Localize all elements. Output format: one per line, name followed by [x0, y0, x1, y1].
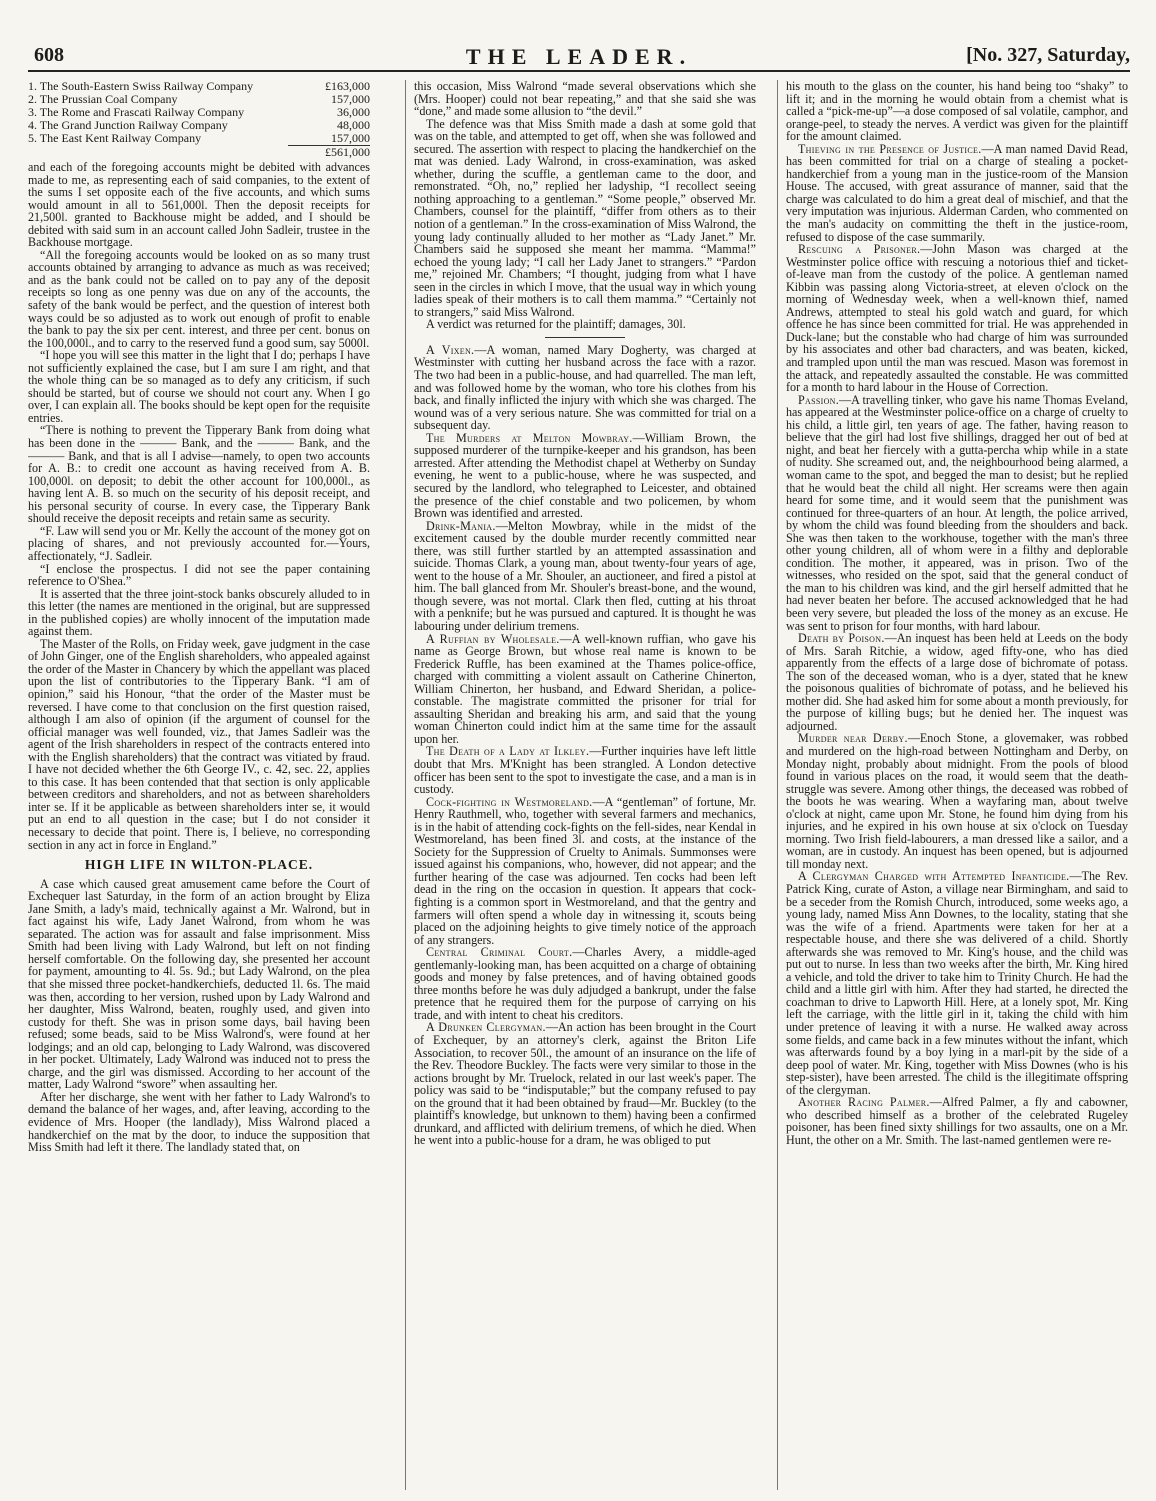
article-murders: The Murders at Melton Mowbray.—William Brown, the supposed murderer of the turnpike-keeper and his grandson, has been arrested. After attending the Methodist chapel at Wetherby on Sunday evening, he went to a public-house, where he was suspected, and secured by the landlord, who telegraphed to Leicester, and obtained the presence of the chief constable and two policemen, by whom Brown was identified and arrested.: [414, 430, 756, 521]
paragraph: A verdict was returned for the plaintiff; damages, 30l.: [426, 317, 686, 332]
article-poison: Death by Poison.—An inquest has been held at Leeds on the body of Mrs. Sarah Ritchie, a widow, aged fifty-one, who has died apparently from the effects of a large dose of bichromate of potass. The son of the deceased woman, who is a dyer, stated that he knew the poisonous qualities of bichromate of potass, and he believed his mother did. She had asked him for some about a month previously, for the purpose of killing bugs; but he denied her. The inquest was adjourned.: [786, 631, 1128, 733]
divider: [545, 337, 625, 338]
article-racing-palmer: Another Racing Palmer.—Alfred Palmer, a fly and cabowner, who described himself as a brother of the celebrated Rugeley poisoner, has been fined sixty shillings for two assaults, one on a Mr. Hunt, the other on a Mr. Smith. The last-named gentlemen were re-: [786, 1095, 1128, 1147]
paragraph: “There is nothing to prevent the Tipperary Bank from doing what has been done in the ——— Bank, and the ——— Bank, and the ——— Bank, and that is all I advise—namely, to open two accounts for A. B.: to credit one account as having received from A. B. 100,000l. on deposit; to debit the other account for 100,000l., as having lent A. B. so much on the security of his deposit receipt, and his personal security of course. In every case, the Tipperary Bank should receive the deposit receipts and retain same as security.: [28, 423, 370, 526]
paragraph: It is asserted that the three joint-stock banks obscurely alluded to in this letter (the names are mentioned in the original, but are suppressed in the published copies) are wholly innocent of the imputation made against them.: [28, 586, 370, 639]
table-row: 4. The Grand Junction Railway Company 48,000: [28, 118, 370, 132]
article-infanticide: A Clergyman Charged with Attempted Infanticide.—The Rev. Patrick King, curate of Aston, a village near Birmingham, and said to be a seceder from the Romish Church, introduced, some weeks ago, a young lady, named Miss Ann Downes, to the locality, stating that she was the wife of a friend. Apartments were taken for her at a respectable house, and there she was delivered of a child. Shortly afterwards she was removed to Mr. King's house, and the child was put out to nurse. In less than two weeks after the birth, Mr. King hired a vehicle, and told the driver to take him to Trinity Church. He had the child and a little girl with him. After they had started, he directed the coachman to drive to Lapworth Hill. Here, at a lonely spot, Mr. King left the carriage, with the little girl in it, taking the child with him under pretence of leaving it with a nurse. He walked away across some fields, and came back in a few minutes without the infant, which was afterwards found by a boy lying in a marl-pit by the side of a deep pool of water. Mr. King, together with Miss Downes (who is his step-sister), have been arrested. The child is the illegitimate offspring of the clergyman.: [786, 869, 1128, 1097]
article-passion: Passion.—A travelling tinker, who gave his name Thomas Eveland, has appeared at the Westminster police-office on a charge of cruelty to his child, a little girl, ten years of age. The father, having reason to believe that the girl had lost five shillings, dragged her out of bed at night, and beat her fiercely with a gutta-percha whip while in a state of nudity. She screamed out, and, the neighbourhood being alarmed, a woman came to the spot, and begged the man to desist; but he replied that he would beat the child all night. Her screams were then again heard for some time, and it would seem that the punishment was continued for three-quarters of an hour. At length, the police arrived, by whom the child was found bleeding from the shoulders and back. She was then taken to the workhouse, together with the man's three other young children, all of whom were in a filthy and deplorable condition. The mother, it appeared, was in prison. Two of the witnesses, who resided on the spot, said that the general conduct of the man to his children was kind, and the girl herself admitted that he had never beaten her before. The accused acknowledged that he had been very severe, but pleaded the loss of the money as an excuse. He was sent to prison for four months, with hard labour.: [786, 392, 1128, 633]
table-row: 2. The Prussian Coal Company 157,000: [28, 92, 370, 106]
article-ilkley: The Death of a Lady at Ilkley.—Further inquiries have left little doubt that Mrs. M'Knight has been strangled. A London detective officer has been sent to the spot to investigate the case, and a man is in custody.: [414, 744, 756, 797]
paragraph: A case which caused great amusement came before the Court of Exchequer last Saturday, in the form of an action brought by Eliza Jane Smith, a lady's maid, technically against a Mr. Walrond, but in fact against his wife, Lady Janet Walrond, from whom he was separated. The action was for assault and false imprisonment. Miss Smith had been living with Lady Walrond, but left on not finding herself comfortable. On the following day, she presented her account for payment, amounting to 4l. 5s. 9d.; but Lady Walrond, on the plea that she missed three pocket-handkerchiefs, deducted 1l. 6s. The maid was then, according to her version, rushed upon by Lady Walrond and her daughter, Miss Walrond, beaten, roughly used, and given into custody for theft. She was in prison some days, bail having been refused; some beads, said to be Miss Walrond's, were found at her lodgings; and an old cap, belonging to Lady Walrond, was discovered in her pocket. Ultimately, Lady Walrond was induced not to press the charge, and the girl was dismissed. According to her account of the matter, Lady Walrond “swore” when assaulting her.: [28, 876, 370, 1092]
paragraph: “I enclose the prospectus. I did not see the paper containing reference to O'Shea.”: [28, 561, 370, 589]
column-rule: [405, 80, 406, 1490]
article-derby: Murder near Derby.—Enoch Stone, a glovemaker, was robbed and murdered on the high-road between Nottingham and Derby, on Monday night, probably about midnight. From the pools of blood found in various places on the road, it would seem that the death-struggle was severe. Among other things, the deceased was robbed of the boots he was wearing. When a wayfaring man, about twelve o'clock at night, came upon Mr. Stone, he found him dying from his injuries, and he expired in his own house at six o'clock on Tuesday morning. Two Irish field-labourers, a man dressed like a sailor, and a woman, are in custody. An inquest has been opened, but is adjourned till monday next.: [786, 731, 1128, 871]
paragraph: and each of the foregoing accounts might be debited with advances made to me, as representing each of said companies, to the extent of the sums I set opposite each of the five accounts, and which sums would amount in all to 561,000l. Then the deposit receipts for 21,500l. granted to Backhouse might be added, and I should be debited with said sum in an account called John Sadleir, trustee in the Backhouse mortgage.: [28, 160, 370, 250]
column-2: [414, 80, 756, 1490]
paragraph: The Master of the Rolls, on Friday week, gave judgment in the case of John Ginger, one of the English shareholders, who appealed against the order of the Master in Chancery by which the appellant was placed upon the list of contributories to the Tipperary Bank. “I am of opinion,” said his Honour, “that the order of the Master must be reversed. I have come to that conclusion on the first question raised, although I am also of opinion (if the argument of counsel for the official manager was well founded, viz., that James Sadleir was the agent of the Irish shareholders in respect of the contracts entered into with the English shareholders) that the contract was vitiated by fraud. I have not decided whether the 6th George IV., c. 42, sec. 22, applies to this case. It has been contended that that section is only applicable between creditors and shareholders, and not as between shareholders inter se. If it be applicable as between shareholders inter se, it would put an end to all question in the case; but I do not consider it necessary to decide that point. There is, I believe, no corresponding section in any act in force in England.”: [28, 636, 370, 852]
article-drink-mania: Drink-Mania.—Melton Mowbray, while in the midst of the excitement caused by the double murder recently committed near there, was still further startled by an attempted assassination and suicide. Thomas Clark, a young man, about twenty-four years of age, went to the house of a Mr. Shouler, an auctioneer, and fired a pistol at him. The ball glanced from Mr. Shouler's breast-bone, and the wound, though severe, was not mortal. Clark then fled, cutting at his throat with a penknife; but he was pursued and captured. It is thought he was labouring under delirium tremens.: [414, 518, 756, 633]
paragraph: this occasion, Miss Walrond “made several observations which she (Mrs. Hooper) could not bear repeating,” and that she said she was “done,” and made some allusion to “the devil.”: [414, 80, 756, 119]
article-cock-fighting: Cock-fighting in Westmoreland.—A “gentleman” of fortune, Mr. Henry Rauthmell, who, together with several farmers and mechanics, is in the habit of attending cock-fights on the fell-sides, near Kendal in Westmoreland, has been fined 3l. and costs, at the instance of the Society for the Suppression of Cruelty to Animals. Summonses were issued against his companions, who, however, did not appear; and the further hearing of the case was adjourned. Ten cocks had been left dead in the ring on the occasion in question. It appears that cock-fighting is a common sport in Westmoreland, and that the gentry and farmers will often spend a whole day in witnessing it, scouts being placed on the adjoining heights to give timely notice of the approach of any strangers.: [414, 794, 756, 947]
paragraph: After her discharge, she went with her father to Lady Walrond's to demand the balance of her wages, and, after leaving, according to the evidence of Mrs. Hooper (the landlady), Miss Walrond placed a handkerchief on the mat by the door, to induce the supposition that Miss Smith had left it there. The landlady stated that, on: [28, 1089, 370, 1155]
railway-accounts-table: [28, 80, 370, 159]
newspaper-title: THE LEADER.: [465, 44, 693, 69]
table-row: 5. The East Kent Railway Company 157,000: [28, 131, 370, 145]
article-vixen: A Vixen.—A woman, named Mary Dogherty, was charged at Westminster with cutting her husband across the face with a razor. The two had been in a public-house, and had quarrelled. The man left, and was followed home by the woman, who tore his clothes from his back, and finally inflicted the injury with which she was charged. The wound was of a very serious nature. She was committed for trial on a subsequent day.: [414, 342, 756, 433]
paragraph: his mouth to the glass on the counter, his hand being too “shaky” to lift it; and in the morning he would obtain from a chemist what is called a “pick-me-up”—a dose composed of sal volatile, camphor, and orange-peel, to steady the nerves. A verdict was given for the plaintiff for the amount claimed.: [786, 80, 1128, 144]
section-heading: HIGH LIFE IN WILTON-PLACE.: [84, 857, 314, 873]
table-row: 1. The South-Eastern Swiss Railway Company £163,000: [28, 80, 370, 93]
article-drunken-clergyman: A Drunken Clergyman.—An action has been brought in the Court of Exchequer, by an attorney's clerk, against the Briton Life Association, to recover 50l., the amount of an insurance on the life of the Rev. Theodore Buckley. The facts were very similar to those in the actions brought by Mr. Truelock, related in our last week's paper. The policy was said to be “indisputable;” but the company refused to pay on the ground that it had been obtained by fraud—Mr. Buckley (to the plaintiff's knowledge, but unknown to them) having been a confirmed drunkard, and afflicted with delirium tremens, of which he died. When he went into a public-house for a dram, he was obliged to put: [414, 1020, 756, 1148]
column-3: [786, 80, 1128, 1490]
column-rule: [777, 80, 778, 1490]
table-row: 3. The Rome and Frascati Railway Company 36,000: [28, 105, 370, 119]
paragraph: “I hope you will see this matter in the light that I do; perhaps I have not sufficiently explained the case, but I am sure I am right, and that the whole thing can be so managed as to defy any criticism, if such should be started, but of course we should not court any. When I go over, I can explain all. The books should be kept open for the requisite entries.: [28, 348, 370, 425]
masthead: [28, 44, 1130, 72]
article-central-criminal-court: Central Criminal Court.—Charles Avery, a middle-aged gentlemanly-looking man, has been acquitted on a charge of obtaining goods and money by false pretences, and of having obtained goods three months before he was duly adjudged a bankrupt, under the false pretence that he required them for the purpose of carrying on his trade, and with intent to cheat his creditors.: [414, 945, 756, 1022]
issue-number: [No. 327, Saturday,: [966, 44, 1130, 66]
railway-total: £561,000: [288, 145, 370, 159]
article-thieving: Thieving in the Presence of Justice.—A man named David Read, has been committed for trial on a charge of stealing a pocket-handkerchief from a young man in the justice-room of the Mansion House. The accused, with great assurance of manner, said that the charge was calculated to do him a great deal of mischief, and that the very imputation was injurious. Alderman Carden, who commented on the man's audacity on committing the theft in the justice-room, refused to dispose of the case summarily.: [786, 141, 1128, 244]
paragraph: “All the foregoing accounts would be looked on as so many trust accounts obtained by arranging to advance as much as was received; and as the bank could not be called on to pay any of the deposit receipts so long as one penny was due on any of the accounts, the safety of the bank would be perfect, and the question of interest both ways could be so adjusted as to work out enough of profit to enable the bank to pay the six per cent. interest, and three per cent. bonus on the 100,000l., and to carry to the reserved fund a good sum, say 5000l.: [28, 247, 370, 350]
article-ruffian: A Ruffian by Wholesale.—A well-known ruffian, who gave his name as George Brown, but whose real name is known to be Frederick Ruffle, has been examined at the Thames police-office, charged with committing a violent assault on Catherine Chinerton, William Chinerton, her husband, and Edward Sheridan, a police-constable. The magistrate committed the prisoner for trial for assaulting Sheridan and breaking his arm, and said that the young woman Chinerton could indict him at the same time for the assault upon her.: [414, 631, 756, 746]
paragraph: “F. Law will send you or Mr. Kelly the account of the money got on placing of shares, and not previously accounted for.—Yours, affectionately, “J. Sadleir.: [28, 523, 370, 563]
article-rescuing: Rescuing a Prisoner.—John Mason was charged at the Westminster police office with rescuing a notorious thief and ticket-of-leave man from the custody of the police. A gentleman named Kibbin was passing along Victoria-street, at eleven o'clock on the morning of Wednesday week, when a well-known thief, named Andrews, attempted to steal his gold watch and guard, for which offence he has since been committed for trial. He was apprehended in Duck-lane; but the constable who had charge of him was surrounded by his associates and other bad characters, and was beaten, kicked, and trampled upon until the man was rescued. Mason was foremost in the attack, and repeatedly assaulted the constable. He was committed for a month to hard labour in the House of Correction.: [786, 242, 1128, 395]
column-1: [28, 80, 370, 1490]
paragraph: The defence was that Miss Smith made a dash at some gold that was on the table, and attempted to get off, when she was followed and secured. The assertion with respect to placing the handkerchief on the mat was denied. Lady Walrond, in cross-examination, was asked whether, during the scuffle, a gentleman came to the door, and remonstrated. “Oh, no,” replied her ladyship, “I recollect seeing nothing approaching to a gentleman.” “Some people,” observed Mr. Chambers, counsel for the plaintiff, “differ from others as to their notion of a gentleman.” In the cross-examination of Miss Walrond, the young lady continually alluded to her mother as “Lady Janet.” Mr. Chambers said he supposed she meant her mamma. “Mamma!” echoed the young lady; “I call her Lady Janet to strangers.” “Pardon me,” rejoined Mr. Chambers; “I thought, judging from what I have seen in the circles in which I move, that the usual way in which young ladies speak of their mothers is to call them mamma.” “Certainly not to strangers,” said Miss Walrond.: [414, 116, 756, 319]
page-number: 608: [34, 44, 64, 66]
